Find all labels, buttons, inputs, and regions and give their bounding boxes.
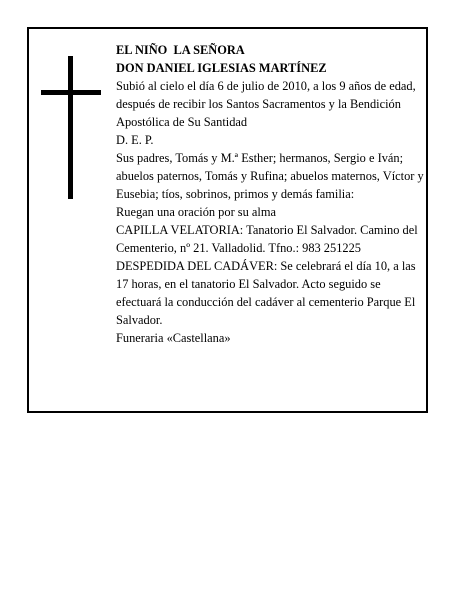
obituary-notice	[27, 27, 428, 413]
announcement-text: Subió al cielo el día 6 de julio de 2010, a los 9 años de edad, después de recibir los Santos Sacramentos y la Bendición Apostólica de Su Santidad	[116, 79, 416, 129]
dep-text: D. E. P.	[116, 133, 154, 147]
heading-line-1: EL NIÑO LA SEÑORA	[116, 43, 245, 57]
obituary-text	[116, 41, 428, 347]
farewell-text: DESPEDIDA DEL CADÁVER: Se celebrará el día 10, a las 17 horas, en el tanatorio El Salvador. Acto seguido se efectuará la conducción del cadáver al cementerio Parque El Salvador.	[116, 259, 416, 327]
cross-horizontal-bar	[41, 90, 101, 95]
cross-vertical-bar	[68, 56, 73, 199]
funeral-home-text: Funeraria «Castellana»	[116, 331, 231, 345]
family-text: Sus padres, Tomás y M.ª Esther; hermanos, Sergio e Iván; abuelos paternos, Tomás y Rufina; abuelos maternos, Víctor y Eusebia; tíos, sobrinos, primos y demás familia:	[116, 151, 424, 201]
prayer-request-text: Ruegan una oración por su alma	[116, 205, 276, 219]
deceased-name: DON DANIEL IGLESIAS MARTÍNEZ	[116, 61, 327, 75]
wake-chapel-text: CAPILLA VELATORIA: Tanatorio El Salvador. Camino del Cementerio, nº 21. Valladolid. Tfno.: 983 251225	[116, 223, 418, 255]
